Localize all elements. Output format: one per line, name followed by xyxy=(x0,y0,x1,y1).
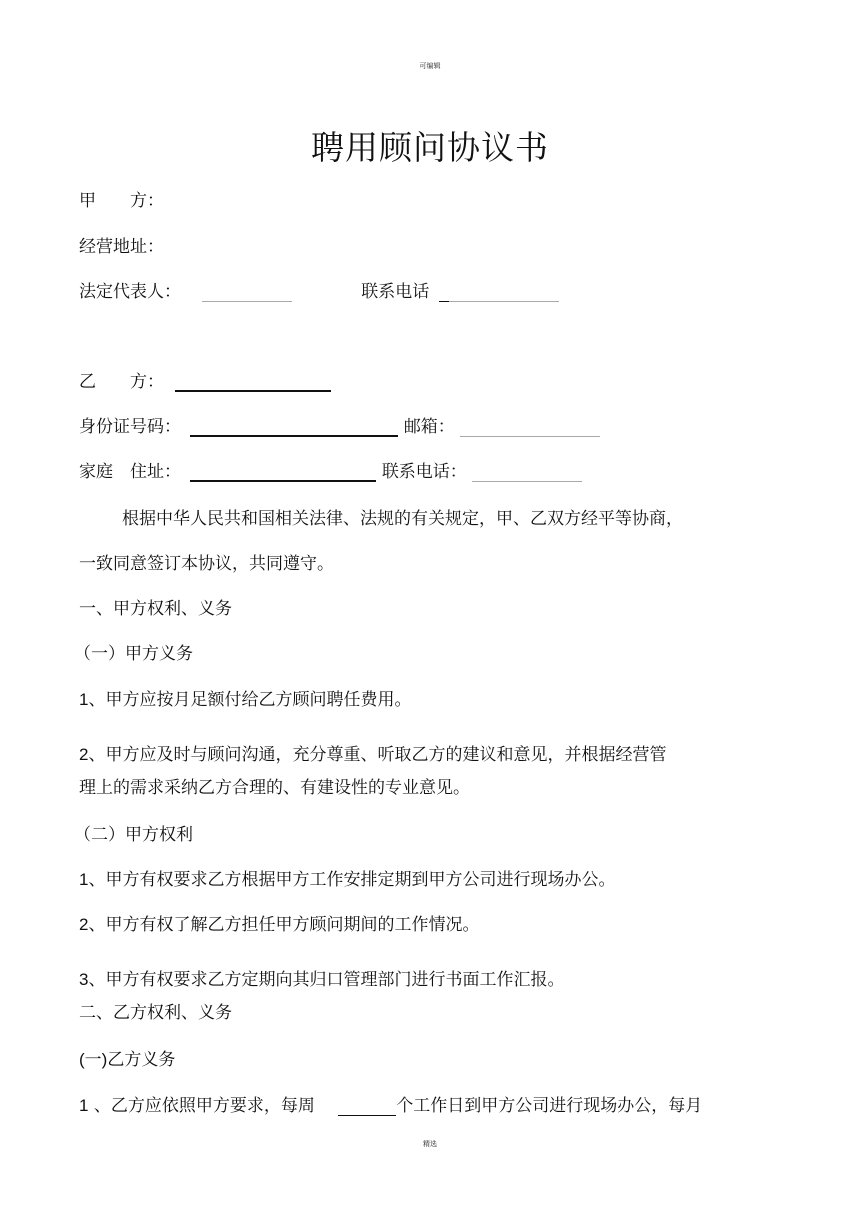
item-number: 1 xyxy=(79,690,89,709)
header-note: 可编辑 xyxy=(419,62,441,70)
party-b-phone-label: 联系电话： xyxy=(381,462,467,482)
workdays-blank[interactable] xyxy=(338,1114,396,1116)
item-text: 、甲方应及时与顾问沟通，充分尊重、听取乙方的建议和意见，并根据经营管 xyxy=(88,745,667,765)
section-1-item-2-line-1 xyxy=(79,740,666,765)
home-address-blank[interactable] xyxy=(190,479,376,482)
party-a-label: 甲 方： xyxy=(79,191,164,211)
item-text-post: 个工作日到甲方公司进行现场办公，每月 xyxy=(396,1096,703,1116)
party-a-phone-blank[interactable] xyxy=(449,300,559,302)
email-label: 邮箱： xyxy=(403,417,455,437)
party-a-address-label: 经营地址： xyxy=(79,237,164,257)
section-2-title: 二、乙方权利、义务 xyxy=(79,1003,232,1023)
party-b-line xyxy=(79,367,331,392)
section-1-title: 一、甲方权利、义务 xyxy=(79,599,232,619)
legal-rep-label: 法定代表人： xyxy=(79,282,181,302)
document-title: 聘用顾问协议书 xyxy=(311,128,549,167)
item-number: 1 xyxy=(79,1096,89,1115)
party-a-rep-line xyxy=(79,277,559,302)
item-text: 、甲方应按月足额付给乙方顾问聘任费用。 xyxy=(88,690,412,710)
intro-line-1: 根据中华人民共和国相关法律、法规的有关规定，甲、乙双方经平等协商， xyxy=(122,509,683,529)
section-1-item-2-line-2: 理上的需求采纳乙方合理的、有建设性的专业意见。 xyxy=(79,778,470,798)
item-number: 2 xyxy=(79,915,89,934)
section-1-sub-1: （一）甲方义务 xyxy=(74,644,193,664)
item-number: 2 xyxy=(79,745,89,764)
section-2-item-1 xyxy=(79,1091,702,1116)
section-1-right-2 xyxy=(79,910,479,935)
section-1-right-1 xyxy=(79,865,615,890)
sub-text: 乙方义务 xyxy=(107,1050,176,1070)
party-a-address-line xyxy=(79,232,164,257)
id-number-blank[interactable] xyxy=(190,434,398,437)
item-text: 、甲方有权要求乙方根据甲方工作安排定期到甲方公司进行现场办公。 xyxy=(88,870,616,890)
email-blank[interactable] xyxy=(460,435,600,437)
section-1-right-3 xyxy=(79,965,564,990)
footer-note: 精选 xyxy=(423,1140,437,1148)
item-text-pre: 、乙方应依照甲方要求，每周 xyxy=(93,1096,315,1116)
legal-rep-blank[interactable] xyxy=(202,300,292,302)
home-address-label: 家庭 住址： xyxy=(79,462,181,482)
item-number: 1 xyxy=(79,870,89,889)
party-a-phone-label: 联系电话 xyxy=(361,282,430,302)
sub-prefix: (一) xyxy=(79,1050,108,1069)
party-b-id-line xyxy=(79,412,600,437)
item-number: 3 xyxy=(79,970,89,989)
section-1-sub-2: （二）甲方权利 xyxy=(74,825,193,845)
party-a-line xyxy=(79,186,164,211)
intro-line-2: 一致同意签订本协议，共同遵守。 xyxy=(79,554,334,574)
id-number-label: 身份证号码： xyxy=(79,417,181,437)
party-b-name-blank[interactable] xyxy=(175,389,331,392)
party-b-home-line xyxy=(79,457,582,482)
item-text: 、甲方有权了解乙方担任甲方顾问期间的工作情况。 xyxy=(88,915,480,935)
item-text: 、甲方有权要求乙方定期向其归口管理部门进行书面工作汇报。 xyxy=(88,970,565,990)
party-b-phone-blank[interactable] xyxy=(472,480,582,482)
section-2-sub-1 xyxy=(79,1045,175,1070)
section-1-item-1 xyxy=(79,685,411,710)
party-b-label: 乙 方： xyxy=(79,372,164,392)
